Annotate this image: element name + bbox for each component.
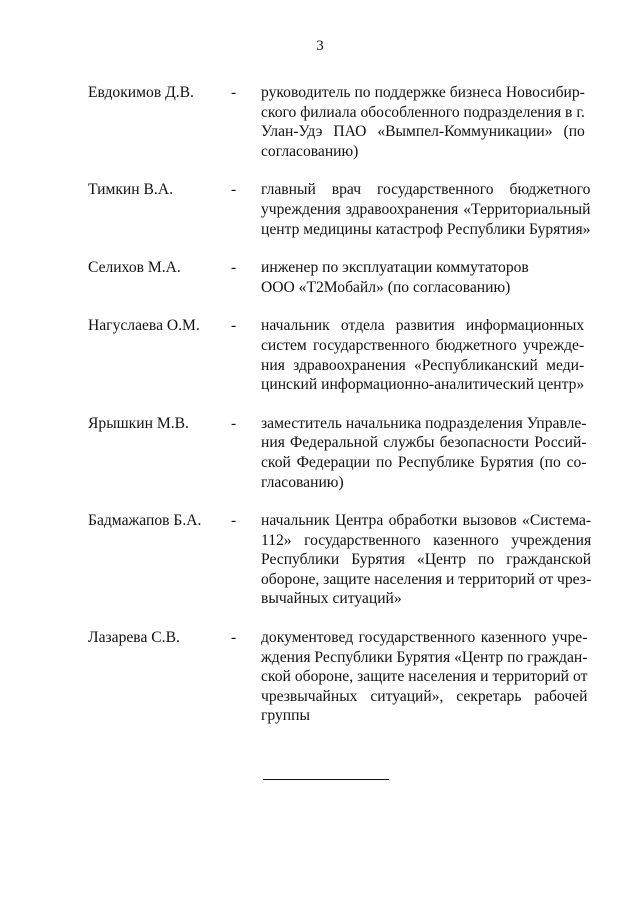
member-dash: - (231, 84, 237, 101)
member-dash: - (231, 259, 237, 277)
member-name: Евдокимов Д.В. (88, 84, 194, 101)
member-name: Нагуслаева О.М. (88, 317, 200, 335)
role-line: вычайных ситуаций» (261, 590, 402, 608)
role-line: заместитель начальника подразделения Управле- (261, 414, 587, 432)
member-role (261, 414, 586, 492)
member-row (88, 83, 585, 161)
role-line: инженер по эксплуатации коммутаторов (261, 259, 529, 277)
role-line: ского филиала обособленного подразделения в г. (261, 103, 585, 121)
member-dash: - (231, 414, 237, 432)
member-role (261, 511, 591, 609)
member-name: Лазарева С.В. (88, 629, 180, 647)
role-line: ской Федерации по Республике Бурятия (по со- (261, 453, 587, 471)
role-line: документовед государственного казенного учре- (261, 629, 588, 647)
role-line: чрезвычайных ситуаций», секретарь рабочей (261, 687, 588, 705)
member-name: Тимкин В.А. (88, 181, 173, 199)
role-line: обороне, защите населения и территорий от чрез- (261, 570, 592, 588)
member-row (88, 511, 592, 609)
page-number: 3 (316, 38, 324, 54)
role-line: ждения Республики Бурятия «Центр по граждан- (261, 648, 588, 666)
member-dash: - (231, 181, 237, 199)
role-line: центр медицины катастроф Республики Бурятия» (261, 220, 591, 238)
member-role (261, 316, 584, 394)
role-line: начальник Центра обработки вызовов «Система- (261, 512, 592, 530)
member-role (261, 180, 590, 239)
members-list (88, 83, 592, 745)
member-dash: - (231, 512, 237, 530)
role-line: учреждения здравоохранения «Территориальный (261, 200, 591, 218)
member-dash: - (231, 317, 237, 335)
role-line: гласованию) (261, 473, 344, 491)
member-row (88, 628, 588, 726)
role-line: ния здравоохранения «Республиканский меди- (261, 356, 585, 374)
role-line: начальник отдела развития информационных (261, 317, 585, 335)
role-line: согласованию) (261, 142, 359, 160)
member-role (261, 83, 585, 161)
role-line: цинский информационно-аналитический центр» (261, 376, 585, 394)
member-row (88, 258, 570, 297)
role-line: руководитель по поддержке бизнеса Новосибир- (261, 84, 585, 101)
role-line: ООО «Т2Мобайл» (по согласованию) (261, 278, 511, 296)
member-dash: - (231, 629, 237, 647)
role-line: 112» государственного казенного учреждения (261, 531, 592, 549)
member-row (88, 316, 585, 394)
role-line: главный врач государственного бюджетного (261, 181, 591, 199)
role-line: систем государственного бюджетного учрежде- (261, 336, 585, 354)
member-name: Селихов М.А. (88, 259, 181, 277)
member-role (261, 258, 570, 297)
role-line: ской обороне, защите населения и территорий от (261, 668, 588, 686)
role-line: Республики Бурятия «Центр по гражданской (261, 551, 592, 569)
role-line: группы (261, 707, 310, 725)
member-name: Ярышкин М.В. (88, 414, 189, 432)
member-row (88, 180, 591, 239)
role-line: ния Федеральной службы безопасности Россий- (261, 434, 587, 452)
member-role (261, 628, 587, 726)
member-row (88, 414, 587, 492)
closing-rule (263, 779, 389, 780)
member-name: Бадмажапов Б.А. (88, 512, 202, 530)
role-line: Улан-Удэ ПАО «Вымпел-Коммуникации» (по (261, 123, 585, 141)
